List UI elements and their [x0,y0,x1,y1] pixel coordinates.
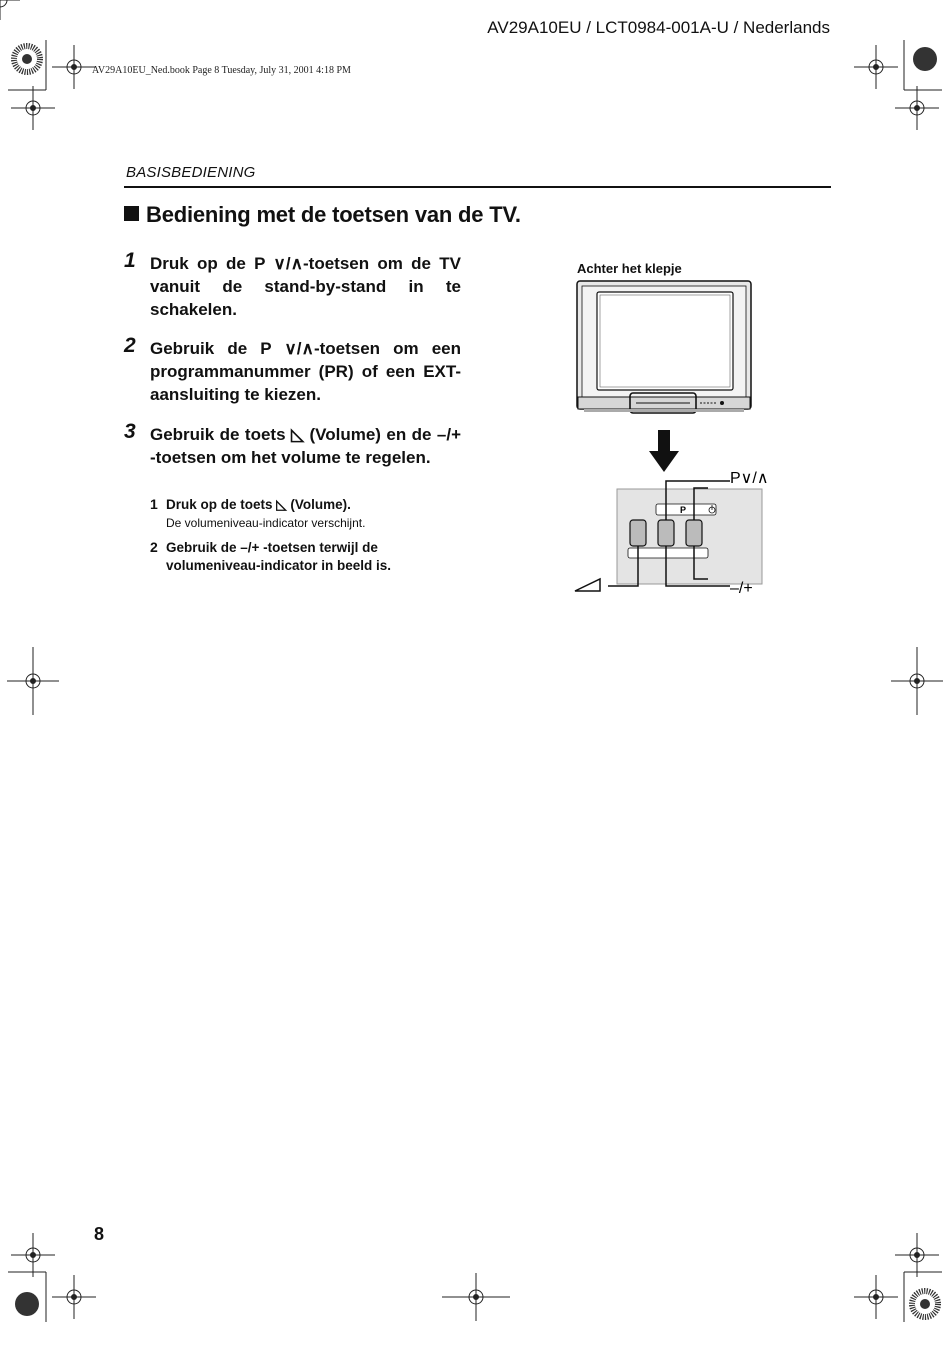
substep-number: 2 [150,539,158,555]
step-1 [124,249,461,321]
page-title-text: Bediening met de toetsen van de TV. [146,202,521,227]
volume-button [630,520,646,546]
substep-note: De volumeniveau-indicator verschijnt. [166,516,366,530]
program-keys-label: P∨/∧ [730,470,769,487]
volume-triangle-icon [575,579,600,591]
step-3 [124,420,461,469]
tv-illustration [560,275,800,605]
substep-number: 1 [150,496,158,512]
step-text: Gebruik de P ∨/∧-toetsen om een programmanummer (PR) of een EXT-aansluiting te kiezen. [150,339,461,404]
section-rule [124,186,831,188]
substep-text: Gebruik de –/+ -toetsen terwijl de volumeniveau-indicator in beeld is. [166,540,392,573]
minus-plus-button [658,520,674,546]
section-label: BASISBEDIENING [126,164,256,181]
panel-p-label: P [680,505,687,515]
diagram-caption: Achter het klepje [577,261,682,276]
volume-keys-label: –/+ [730,580,753,597]
document-code: AV29A10EU / LCT0984-001A-U / Nederlands [487,18,830,37]
book-info-line: AV29A10EU_Ned.book Page 8 Tuesday, July 31, 2001 4:18 PM [92,65,351,76]
substep-text: Druk op de toets ◺ (Volume). [166,497,351,512]
program-button [686,520,702,546]
step-2 [124,334,461,406]
page-number: 8 [94,1224,105,1244]
step-number: 1 [124,249,136,272]
substep-1 [150,496,462,532]
square-bullet-icon [124,206,139,221]
page-title [124,202,521,228]
step-text: Druk op de P ∨/∧-toetsen om de TV vanuit de stand-by-stand in te schakelen. [150,254,461,319]
substep-2 [150,539,462,575]
step-number: 3 [124,420,136,443]
step-number: 2 [124,334,136,357]
step-text: Gebruik de toets ◺ (Volume) en de –/+ -toetsen om het volume te regelen. [150,425,461,467]
